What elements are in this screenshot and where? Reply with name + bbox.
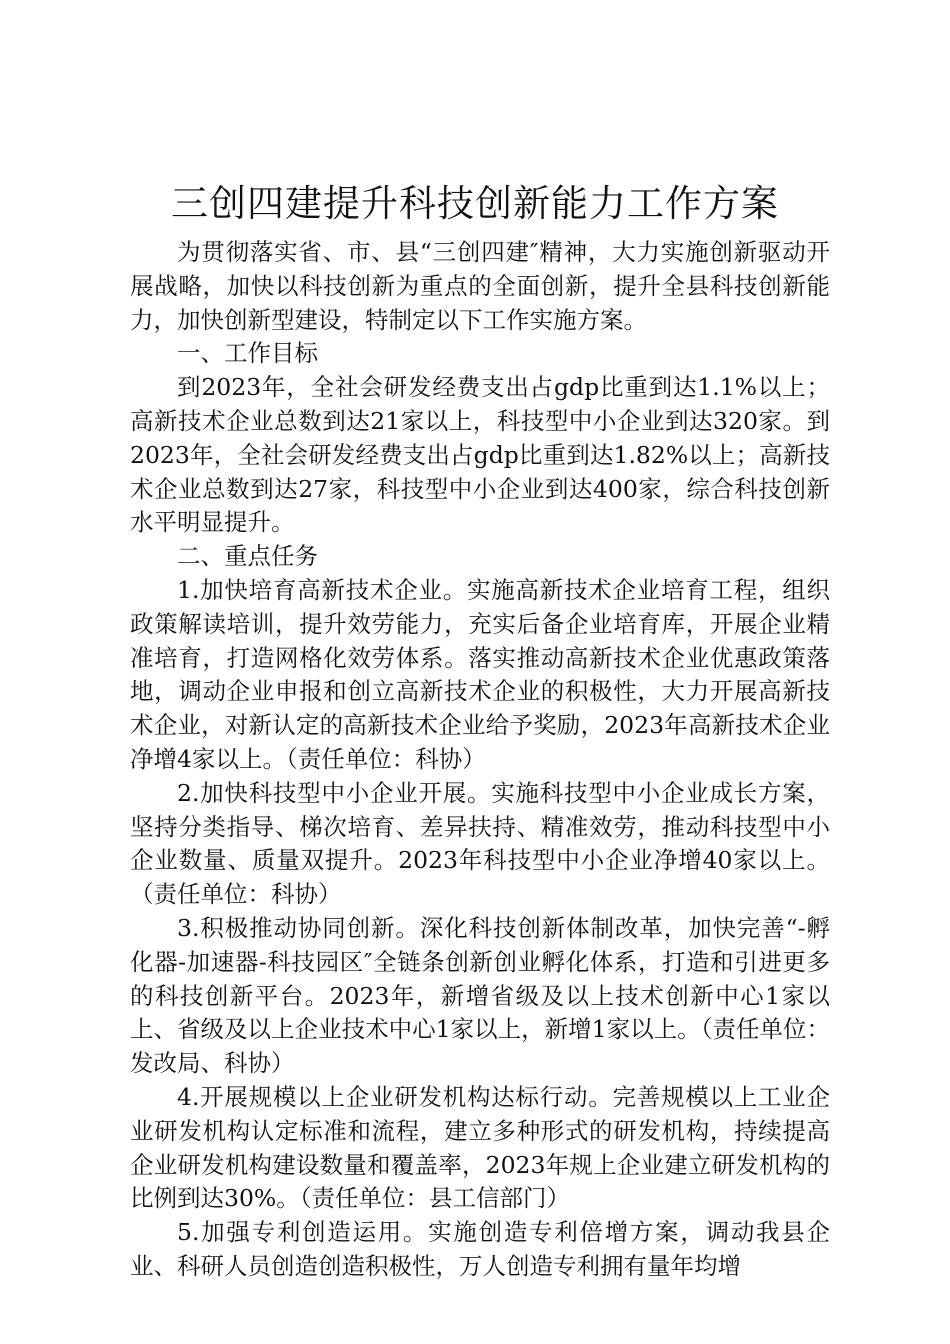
task-paragraph-4: 4.开展规模以上企业研发机构达标行动。完善规模以上工业企业研发机构认定标准和流程，建立多种形式的研发机构，持续提高企业研发机构建设数量和覆盖率，2023年规上企业建立研发机构的比例到达30%。（责任单位：县工信部门） [130, 1082, 830, 1213]
document-body [130, 236, 830, 1284]
section-heading-goals: 一、工作目标 [177, 339, 318, 368]
task-paragraph-3: 3.积极推动协同创新。深化科技创新体制改革，加快完善“-孵化器-加速器-科技园区″全链条创新创业孵化体系，打造和引进更多的科技创新平台。2023年，新增省级及以上技术创新中心1家以上、省级及以上企业技术中心1家以上，新增1家以上。（责任单位：发改局、科协） [130, 913, 830, 1078]
task-paragraph-1: 1.加快培育高新技术企业。实施高新技术企业培育工程，组织政策解读培训，提升效劳能力，充实后备企业培育库，开展企业精准培育，打造网格化效劳体系。落实推动高新技术企业优惠政策落地，调动企业申报和创立高新技术企业的积极性，大力开展高新技术企业，对新认定的高新技术企业给予奖励，2023年高新技术企业净增4家以上。（责任单位：科协） [130, 575, 830, 773]
goals-paragraph: 到2023年，全社会研发经费支出占gdp比重到达1.1%以上；高新技术企业总数到达21家以上，科技型中小企业到达320家。到2023年，全社会研发经费支出占gdp比重到达1.82%以上；高新技术企业总数到达27家，科技型中小企业到达400家，综合科技创新水平明显提升。 [130, 373, 830, 537]
task-paragraph-5: 5.加强专利创造运用。实施创造专利倍增方案，调动我县企业、科研人员创造创造积极性，万人创造专利拥有量年均增 [130, 1218, 830, 1280]
task-paragraph-2: 2.加快科技型中小企业开展。实施科技型中小企业成长方案，坚持分类指导、梯次培育、差异扶持、精准效劳，推动科技型中小企业数量、质量双提升。2023年科技型中小企业净增40家以上。（责任单位：科协） [130, 778, 830, 909]
document-title: 三创四建提升科技创新能力工作方案 [171, 182, 779, 225]
section-heading-tasks: 二、重点任务 [177, 542, 318, 571]
intro-paragraph: 为贯彻落实省、市、县“三创四建″精神，大力实施创新驱动开展战略，加快以科技创新为重点的全面创新，提升全县科技创新能力，加快创新型建设，特制定以下工作实施方案。 [130, 238, 830, 334]
